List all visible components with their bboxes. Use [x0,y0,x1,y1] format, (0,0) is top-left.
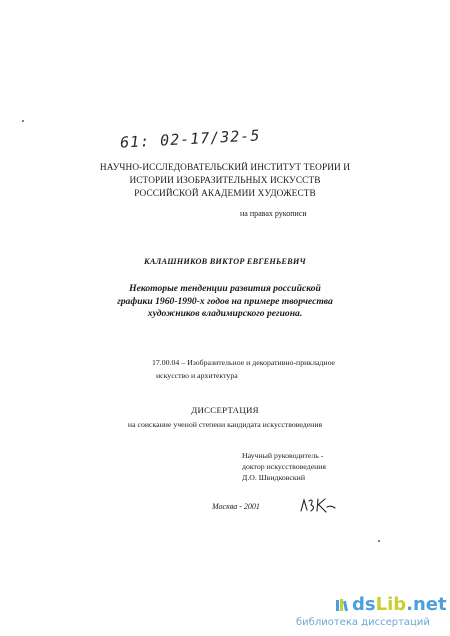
specialty [152,357,372,383]
title-line-2: графики 1960-1990-х годов на примере творчества [117,295,333,307]
handwritten-archive-code: 61: 02-17/32-5 [119,126,261,152]
degree-line: на соискание ученой степени кандидата искусствоведения [127,420,323,429]
scan-speck [378,540,380,542]
supervisor [242,451,326,483]
logo-net: .net [406,594,447,615]
rights-note: на правах рукописи [240,209,307,218]
dissertation-title [0,283,450,321]
institute-line-3: РОССИЙСКОЙ АКАДЕМИИ ХУДОЖЕСТВ [134,189,316,199]
books-icon [334,597,350,613]
logo-lib: Lib [375,594,407,615]
institute-line-1: НАУЧНО-ИССЛЕДОВАТЕЛЬСКИЙ ИНСТИТУТ ТЕОРИИ И [99,163,351,173]
title-line-3: художников владимирского региона. [147,308,303,319]
supervisor-line-2: доктор искусствоведения [242,461,327,471]
watermark-caption: библиотека диссертаций [296,617,430,628]
specialty-line-1: 17.00.04 – Изобразительное и декоративно-прикладное [152,358,336,367]
dslib-logo [352,594,447,615]
handwritten-signature [298,495,338,515]
document-type: ДИССЕРТАЦИЯ [191,405,259,415]
supervisor-line-3: Д.О. Швидковский [242,472,306,482]
supervisor-line-1: Научный руководитель - [242,451,324,460]
title-line-1: Некоторые тенденции развития российской [129,283,321,294]
institute-line-2: ИСТОРИИ ИЗОБРАЗИТЕЛЬНЫХ ИСКУССТВ [129,176,321,186]
city-year: Москва - 2001 [212,502,260,511]
author-name: КАЛАШНИКОВ ВИКТОР ЕВГЕНЬЕВИЧ [144,257,306,266]
scan-speck [22,120,24,122]
specialty-line-2: искусство и архитектура [156,370,238,380]
logo-ds: ds [352,594,376,615]
